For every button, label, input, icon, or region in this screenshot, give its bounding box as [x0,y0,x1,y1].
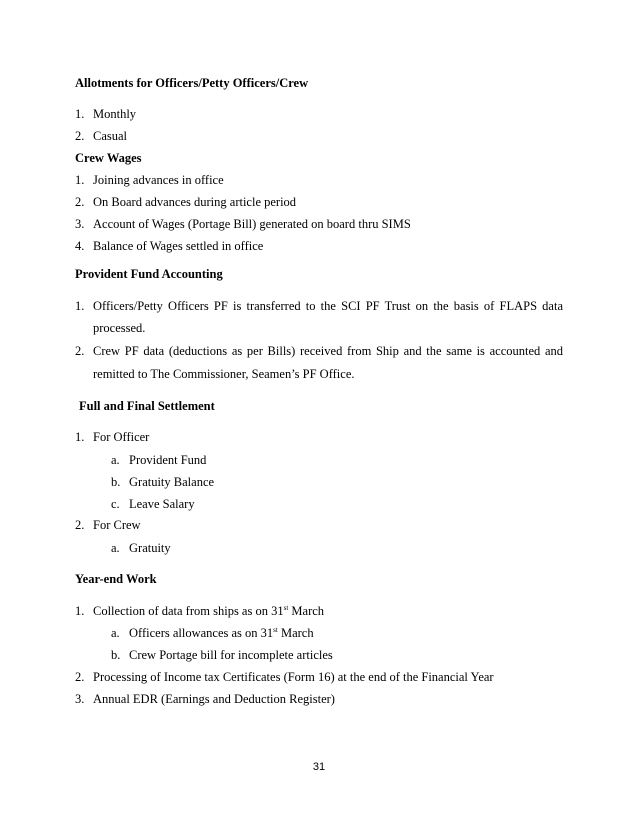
list-item-text: remitted to The Commissioner, Seamen’s PF Office. [93,367,355,381]
list-item: 1. For Officer [75,430,150,444]
list-item-number: 1. [75,299,85,313]
list-item-number: 2. [75,344,85,358]
list-item-text: Crew PF data (deductions as per Bills) received from Ship and the same is accounted and [93,344,563,358]
list-item: 2. On Board advances during article period [75,195,297,209]
sub-list-item: a. Officers allowances as on 31st March [111,625,314,640]
heading-provident-fund: Provident Fund Accounting [75,267,223,281]
list-item: 2. For Crew [75,518,141,532]
list-item-text: processed. [93,321,146,335]
sub-list-item: b. Crew Portage bill for incomplete articles [111,648,333,662]
list-item: 1. Joining advances in office [75,173,224,187]
page-number: 31 [312,761,326,773]
sub-list-item: a. Provident Fund [111,453,207,467]
list-item: 4. Balance of Wages settled in office [75,239,264,253]
list-item-text: Officers/Petty Officers PF is transferred to the SCI PF Trust on the basis of FLAPS data [93,299,563,313]
list-item: 2. Processing of Income tax Certificates (Form 16) at the end of the Financial Year [75,670,494,684]
list-item: 3. Account of Wages (Portage Bill) generated on board thru SIMS [75,217,411,231]
sub-list-item: c. Leave Salary [111,497,195,511]
list-item: 2. Casual [75,129,128,143]
list-item: 3. Annual EDR (Earnings and Deduction Register) [75,692,335,706]
list-item: 1. Monthly [75,107,137,121]
heading-allotments: Allotments for Officers/Petty Officers/Crew [75,76,309,90]
heading-crew-wages: Crew Wages [75,151,142,165]
sub-list-item: b. Gratuity Balance [111,475,215,489]
list-item: 1. Collection of data from ships as on 31st March [75,603,325,618]
sub-list-item: a. Gratuity [111,541,171,555]
heading-settlement: Full and Final Settlement [79,399,215,413]
heading-year-end-work: Year-end Work [75,572,157,586]
